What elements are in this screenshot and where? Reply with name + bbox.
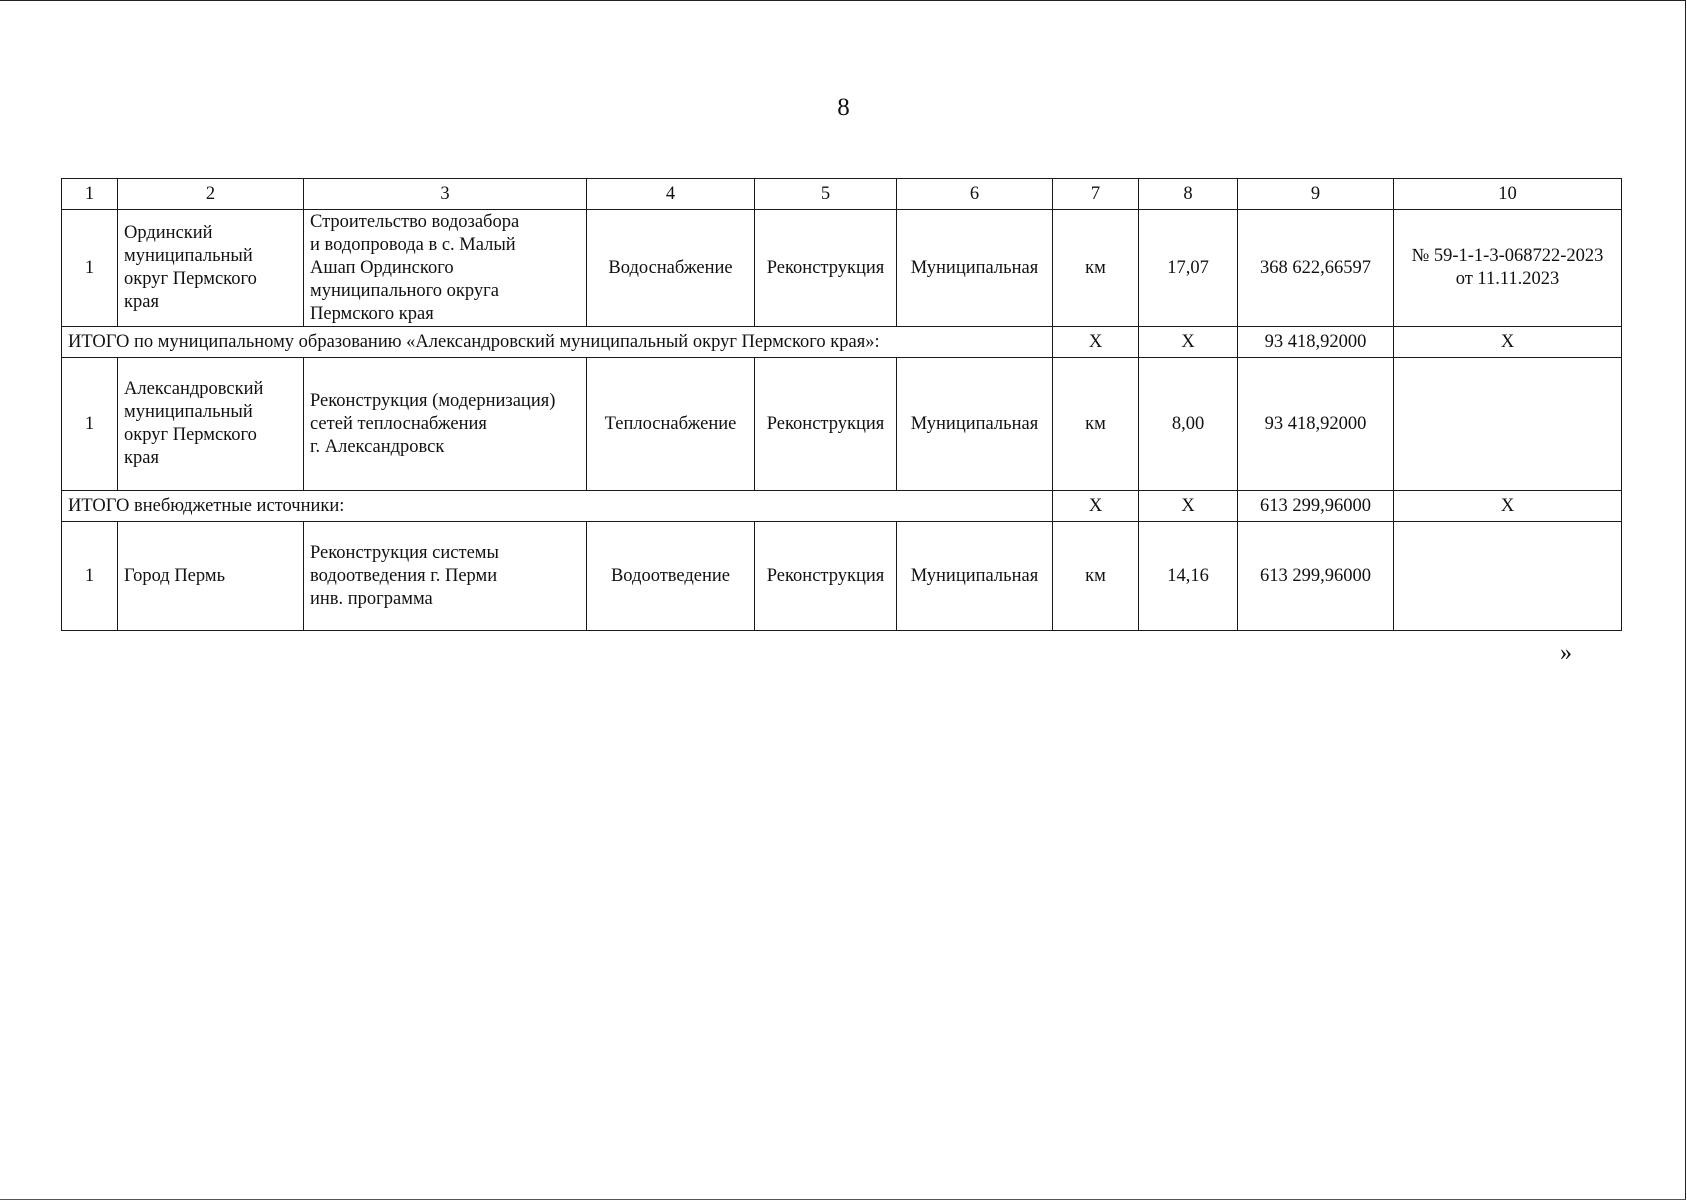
- column-number: 3: [304, 179, 587, 210]
- total-row-alexandrovsky: [62, 327, 1622, 358]
- sphere-cell: Водоснабжение: [587, 210, 755, 327]
- object-cell: Строительство водозабора и водопровода в с. Малый Ашап Ординского муниципального округа Пермского края: [304, 210, 587, 327]
- column-number-row: [62, 179, 1622, 210]
- ownership-cell: Муниципальная: [897, 522, 1053, 631]
- object-cell: Реконструкция (модернизация) сетей теплоснабжения г. Александровск: [304, 358, 587, 491]
- unit-cell: X: [1053, 491, 1139, 522]
- capacity-cell: 8,00: [1139, 358, 1238, 491]
- amount-cell: 93 418,92000: [1238, 358, 1394, 491]
- work-type-cell: Реконструкция: [755, 358, 897, 491]
- object-cell: Реконструкция системы водоотведения г. Перми инв. программа: [304, 522, 587, 631]
- work-type-cell: Реконструкция: [755, 210, 897, 327]
- unit-cell: X: [1053, 327, 1139, 358]
- table-row-perm: [62, 522, 1622, 631]
- unit-cell: км: [1053, 210, 1139, 327]
- amount-cell: 368 622,66597: [1238, 210, 1394, 327]
- total-label: ИТОГО внебюджетные источники:: [62, 491, 1053, 522]
- document-cell: [1394, 358, 1622, 491]
- total-label: ИТОГО по муниципальному образованию «Александровский муниципальный округ Пермского края»:: [62, 327, 1053, 358]
- column-number: 10: [1394, 179, 1622, 210]
- unit-cell: км: [1053, 358, 1139, 491]
- municipality-cell: Александровский муниципальный округ Пермского края: [118, 358, 304, 491]
- column-number: 9: [1238, 179, 1394, 210]
- column-number: 6: [897, 179, 1053, 210]
- page-number: 8: [837, 94, 850, 121]
- investment-table: [61, 178, 1622, 631]
- column-number: 7: [1053, 179, 1139, 210]
- document-cell: № 59-1-1-3-068722-2023 от 11.11.2023: [1394, 210, 1622, 327]
- ownership-cell: Муниципальная: [897, 210, 1053, 327]
- work-type-cell: Реконструкция: [755, 522, 897, 631]
- column-number: 5: [755, 179, 897, 210]
- unit-cell: км: [1053, 522, 1139, 631]
- table-row-alexandrovsky: [62, 358, 1622, 491]
- column-number: 1: [62, 179, 118, 210]
- sphere-cell: Водоотведение: [587, 522, 755, 631]
- document-cell: X: [1394, 491, 1622, 522]
- municipality-cell: Ординский муниципальный округ Пермского края: [118, 210, 304, 327]
- table-row-ordinsky: [62, 210, 1622, 327]
- document-cell: [1394, 522, 1622, 631]
- document-cell: X: [1394, 327, 1622, 358]
- sphere-cell: Теплоснабжение: [587, 358, 755, 491]
- column-number: 8: [1139, 179, 1238, 210]
- row-number: 1: [62, 522, 118, 631]
- total-row-offbudget: [62, 491, 1622, 522]
- amount-cell: 613 299,96000: [1238, 491, 1394, 522]
- amount-cell: 93 418,92000: [1238, 327, 1394, 358]
- municipality-cell: Город Пермь: [118, 522, 304, 631]
- ownership-cell: Муниципальная: [897, 358, 1053, 491]
- column-number: 4: [587, 179, 755, 210]
- capacity-cell: 14,16: [1139, 522, 1238, 631]
- capacity-cell: 17,07: [1139, 210, 1238, 327]
- column-number: 2: [118, 179, 304, 210]
- row-number: 1: [62, 358, 118, 491]
- closing-quote: »: [1560, 640, 1572, 666]
- row-number: 1: [62, 210, 118, 327]
- capacity-cell: X: [1139, 491, 1238, 522]
- amount-cell: 613 299,96000: [1238, 522, 1394, 631]
- capacity-cell: X: [1139, 327, 1238, 358]
